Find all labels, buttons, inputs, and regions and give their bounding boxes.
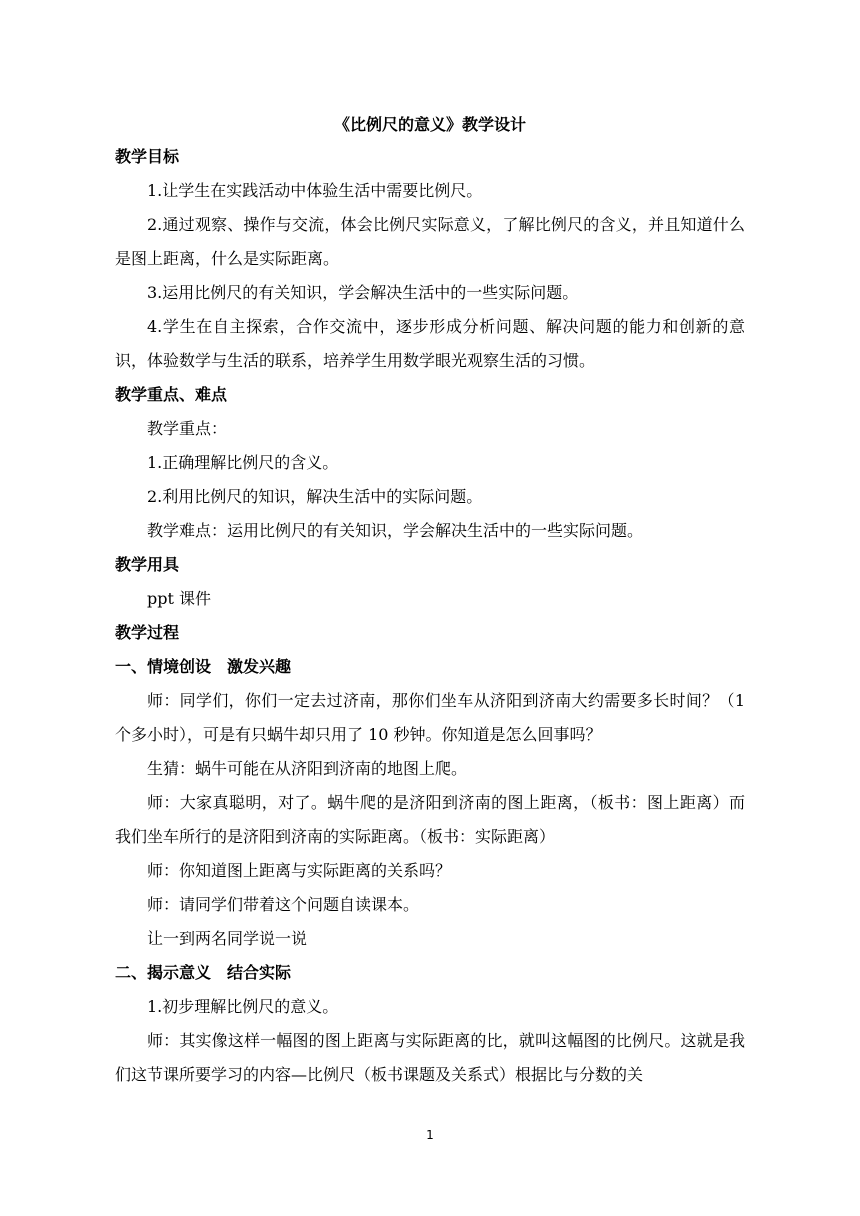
tools-text: ppt 课件 bbox=[147, 589, 212, 608]
document-title: 《比例尺的意义》教学设计 bbox=[333, 115, 526, 134]
subsection-heading-part1: 一、情境创设 激发兴趣 bbox=[115, 657, 292, 676]
process-paragraph: 师：其实像这样一幅图的图上距离与实际距离的比，就叫这幅图的比例尺。这就是我们这节课所要学习的内容—比例尺（板书课题及关系式）根据比与分数的关 bbox=[115, 1031, 745, 1084]
process-paragraph: 师：你知道图上距离与实际距离的关系吗？ bbox=[147, 861, 452, 880]
subsection-heading-part2: 二、揭示意义 结合实际 bbox=[115, 963, 292, 982]
focus-label: 教学重点： bbox=[147, 419, 228, 438]
process-paragraph: 让一到两名同学说一说 bbox=[147, 929, 308, 948]
goal-item: 2.通过观察、操作与交流，体会比例尺实际意义，了解比例尺的含义，并且知道什么是图上距离，什么是实际距离。 bbox=[115, 215, 745, 268]
process-paragraph: 师：同学们，你们一定去过济南，那你们坐车从济阳到济南大约需要多长时间？（1 个多小时），可是有只蜗牛却只用了 10 秒钟。你知道是怎么回事吗？ bbox=[115, 691, 745, 744]
goal-item: 3.运用比例尺的有关知识，学会解决生活中的一些实际问题。 bbox=[147, 283, 579, 302]
process-paragraph: 1.初步理解比例尺的意义。 bbox=[147, 997, 339, 1016]
difficulty-text: 教学难点：运用比例尺的有关知识，学会解决生活中的一些实际问题。 bbox=[147, 521, 644, 540]
section-heading-process: 教学过程 bbox=[115, 623, 180, 642]
page-number: 1 bbox=[426, 1128, 434, 1142]
section-heading-key-points: 教学重点、难点 bbox=[115, 385, 228, 404]
focus-item: 1.正确理解比例尺的含义。 bbox=[147, 453, 339, 472]
document-body bbox=[115, 110, 745, 1092]
focus-item: 2.利用比例尺的知识，解决生活中的实际问题。 bbox=[147, 487, 483, 506]
section-heading-goals: 教学目标 bbox=[115, 147, 180, 166]
goal-item: 4.学生在自主探索，合作交流中，逐步形成分析问题、解决问题的能力和创新的意识，体验数学与生活的联系，培养学生用数学眼光观察生活的习惯。 bbox=[115, 317, 745, 370]
process-paragraph: 师：请同学们带着这个问题自读课本。 bbox=[147, 895, 420, 914]
process-paragraph: 生猜：蜗牛可能在从济阳到济南的地图上爬。 bbox=[147, 759, 468, 778]
goal-item: 1.让学生在实践活动中体验生活中需要比例尺。 bbox=[147, 181, 483, 200]
process-paragraph: 师：大家真聪明，对了。蜗牛爬的是济阳到济南的图上距离，（板书：图上距离）而我们坐车所行的是济阳到济南的实际距离。（板书：实际距离） bbox=[115, 793, 745, 846]
section-heading-tools: 教学用具 bbox=[115, 555, 180, 574]
